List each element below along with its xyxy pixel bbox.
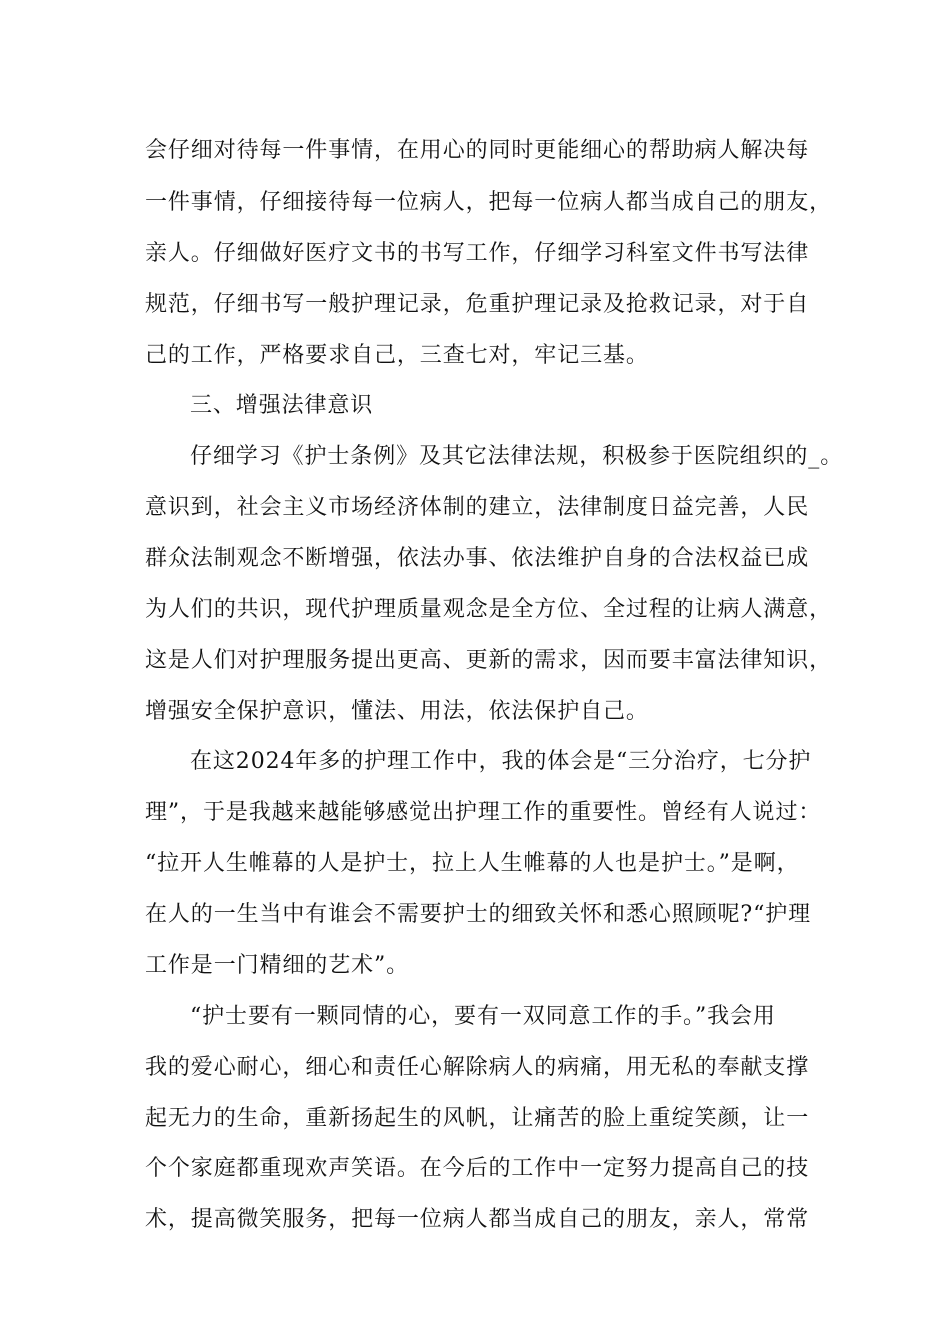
text-line: 亲人。仔细做好医疗文书的书写工作，仔细学习科室文件书写法律 (145, 241, 810, 266)
text-line: 增强安全保护意识，懂法、用法，依法保护自己。 (145, 699, 649, 724)
text-line: 为人们的共识，现代护理质量观念是全方位、全过程的让病人满意， (145, 597, 833, 622)
text-line: 会仔细对待每一件事情，在用心的同时更能细心的帮助病人解决每 (145, 138, 810, 163)
text-line: 己的工作，严格要求自己，三查七对，牢记三基。 (145, 343, 649, 368)
text-line: 一件事情，仔细接待每一位病人，把每一位病人都当成自己的朋友， (145, 190, 833, 215)
text-line: 工作是一门精细的艺术”。 (145, 953, 410, 978)
text-line: 理”，于是我越来越能够感觉出护理工作的重要性。曾经有人说过： (145, 800, 822, 825)
text-line: 这是人们对护理服务提出更高、更新的需求，因而要丰富法律知识， (145, 648, 833, 673)
paragraph-start-line: “护士要有一颗同情的心，要有一双同意工作的手。”我会用 (190, 1004, 776, 1029)
paragraph-start-line: 在这2024年多的护理工作中，我的体会是“三分治疗，七分护 (190, 749, 812, 774)
text-line: 我的爱心耐心，细心和责任心解除病人的病痛，用无私的奉献支撑 (145, 1055, 810, 1080)
text-line: 个个家庭都重现欢声笑语。在今后的工作中一定努力提高自己的技 (145, 1156, 810, 1181)
text-line: 群众法制观念不断增强，依法办事、依法维护自身的合法权益已成 (145, 546, 810, 571)
text-line: “拉开人生帷幕的人是护士，拉上人生帷幕的人也是护士。”是啊， (145, 851, 800, 876)
text-line: 术，提高微笑服务，把每一位病人都当成自己的朋友，亲人，常常 (145, 1207, 810, 1232)
paragraph-start-line: 仔细学习《护士条例》及其它法律法规，积极参于医院组织的_。 (190, 444, 844, 469)
section-heading: 三、增强法律意识 (190, 393, 374, 418)
text-line: 意识到，社会主义市场经济体制的建立，法律制度日益完善，人民 (145, 495, 810, 520)
text-line: 起无力的生命，重新扬起生的风帆，让痛苦的脸上重绽笑颜，让一 (145, 1106, 810, 1131)
text-line: 在人的一生当中有谁会不需要护士的细致关怀和悉心照顾呢?“护理 (145, 902, 812, 927)
text-line: 规范，仔细书写一般护理记录，危重护理记录及抢救记录，对于自 (145, 292, 810, 317)
